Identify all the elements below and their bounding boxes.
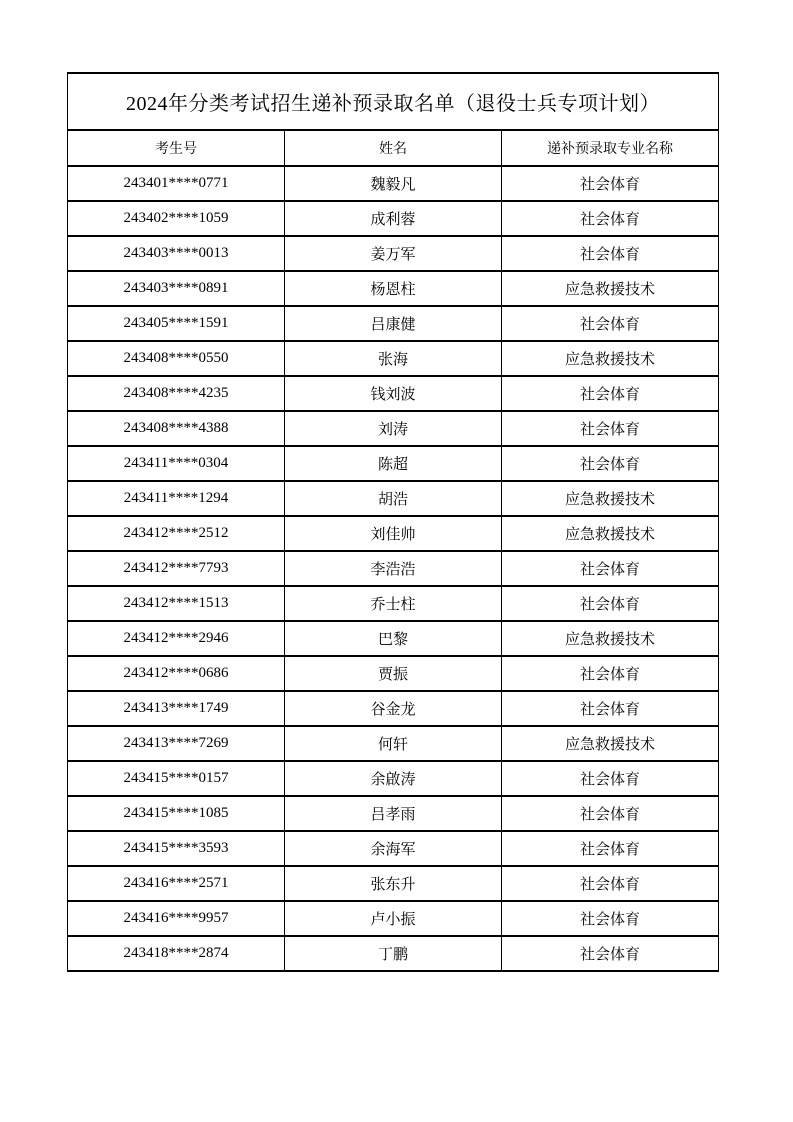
table-header-row: [68, 130, 719, 166]
candidate-number-cell: 243408****4388: [68, 411, 285, 446]
major-cell: 应急救援技术: [502, 726, 719, 761]
candidate-number-cell: 243403****0891: [68, 271, 285, 306]
name-cell: 巴黎: [285, 621, 502, 656]
major-cell: 社会体育: [502, 236, 719, 271]
major-cell: 社会体育: [502, 761, 719, 796]
candidate-number-cell: 243412****1513: [68, 586, 285, 621]
name-cell: 钱刘波: [285, 376, 502, 411]
major-cell: 应急救援技术: [502, 341, 719, 376]
table-row: [68, 516, 719, 551]
name-cell: 贾振: [285, 656, 502, 691]
column-header-major: 递补预录取专业名称: [502, 130, 719, 166]
candidate-number-cell: 243418****2874: [68, 936, 285, 971]
name-cell: 卢小振: [285, 901, 502, 936]
name-cell: 何轩: [285, 726, 502, 761]
major-cell: 社会体育: [502, 831, 719, 866]
name-cell: 魏毅凡: [285, 166, 502, 201]
major-cell: 社会体育: [502, 796, 719, 831]
table-row: [68, 621, 719, 656]
column-header-name: 姓名: [285, 130, 502, 166]
candidate-number-cell: 243408****0550: [68, 341, 285, 376]
name-cell: 乔士柱: [285, 586, 502, 621]
table-row: [68, 586, 719, 621]
table-row: [68, 691, 719, 726]
name-cell: 余海军: [285, 831, 502, 866]
name-cell: 陈超: [285, 446, 502, 481]
major-cell: 社会体育: [502, 201, 719, 236]
candidate-number-cell: 243415****3593: [68, 831, 285, 866]
major-cell: 社会体育: [502, 306, 719, 341]
candidate-number-cell: 243402****1059: [68, 201, 285, 236]
admission-table: [67, 72, 719, 972]
name-cell: 刘涛: [285, 411, 502, 446]
name-cell: 姜万军: [285, 236, 502, 271]
page-title: 2024年分类考试招生递补预录取名单（退役士兵专项计划）: [68, 73, 719, 130]
column-header-candidate-number: 考生号: [68, 130, 285, 166]
name-cell: 吕康健: [285, 306, 502, 341]
table-row: [68, 796, 719, 831]
table-title-row: [68, 73, 719, 130]
table-row: [68, 726, 719, 761]
major-cell: 社会体育: [502, 691, 719, 726]
candidate-number-cell: 243412****0686: [68, 656, 285, 691]
table-row: [68, 166, 719, 201]
table-row: [68, 201, 719, 236]
name-cell: 张东升: [285, 866, 502, 901]
major-cell: 社会体育: [502, 866, 719, 901]
table-row: [68, 656, 719, 691]
candidate-number-cell: 243413****1749: [68, 691, 285, 726]
major-cell: 社会体育: [502, 411, 719, 446]
name-cell: 余啟涛: [285, 761, 502, 796]
major-cell: 社会体育: [502, 936, 719, 971]
major-cell: 应急救援技术: [502, 621, 719, 656]
table-row: [68, 481, 719, 516]
table-row: [68, 411, 719, 446]
candidate-number-cell: 243405****1591: [68, 306, 285, 341]
name-cell: 成利蓉: [285, 201, 502, 236]
name-cell: 谷金龙: [285, 691, 502, 726]
table-row: [68, 446, 719, 481]
major-cell: 社会体育: [502, 166, 719, 201]
major-cell: 社会体育: [502, 446, 719, 481]
candidate-number-cell: 243403****0013: [68, 236, 285, 271]
candidate-number-cell: 243411****1294: [68, 481, 285, 516]
candidate-number-cell: 243416****2571: [68, 866, 285, 901]
major-cell: 社会体育: [502, 551, 719, 586]
table-row: [68, 236, 719, 271]
major-cell: 社会体育: [502, 586, 719, 621]
name-cell: 刘佳帅: [285, 516, 502, 551]
table-row: [68, 306, 719, 341]
table-row: [68, 761, 719, 796]
major-cell: 应急救援技术: [502, 516, 719, 551]
candidate-number-cell: 243415****0157: [68, 761, 285, 796]
candidate-number-cell: 243412****7793: [68, 551, 285, 586]
name-cell: 李浩浩: [285, 551, 502, 586]
candidate-number-cell: 243412****2946: [68, 621, 285, 656]
candidate-number-cell: 243412****2512: [68, 516, 285, 551]
table-body: [68, 166, 719, 971]
name-cell: 张海: [285, 341, 502, 376]
candidate-number-cell: 243413****7269: [68, 726, 285, 761]
major-cell: 社会体育: [502, 901, 719, 936]
candidate-number-cell: 243401****0771: [68, 166, 285, 201]
table-row: [68, 376, 719, 411]
table-row: [68, 551, 719, 586]
major-cell: 社会体育: [502, 376, 719, 411]
major-cell: 应急救援技术: [502, 271, 719, 306]
table-row: [68, 271, 719, 306]
table-row: [68, 936, 719, 971]
table-row: [68, 831, 719, 866]
table-row: [68, 901, 719, 936]
major-cell: 社会体育: [502, 656, 719, 691]
name-cell: 胡浩: [285, 481, 502, 516]
candidate-number-cell: 243411****0304: [68, 446, 285, 481]
candidate-number-cell: 243416****9957: [68, 901, 285, 936]
major-cell: 应急救援技术: [502, 481, 719, 516]
table-row: [68, 866, 719, 901]
candidate-number-cell: 243415****1085: [68, 796, 285, 831]
name-cell: 丁鹏: [285, 936, 502, 971]
name-cell: 吕孝雨: [285, 796, 502, 831]
candidate-number-cell: 243408****4235: [68, 376, 285, 411]
table-row: [68, 341, 719, 376]
name-cell: 杨恩柱: [285, 271, 502, 306]
